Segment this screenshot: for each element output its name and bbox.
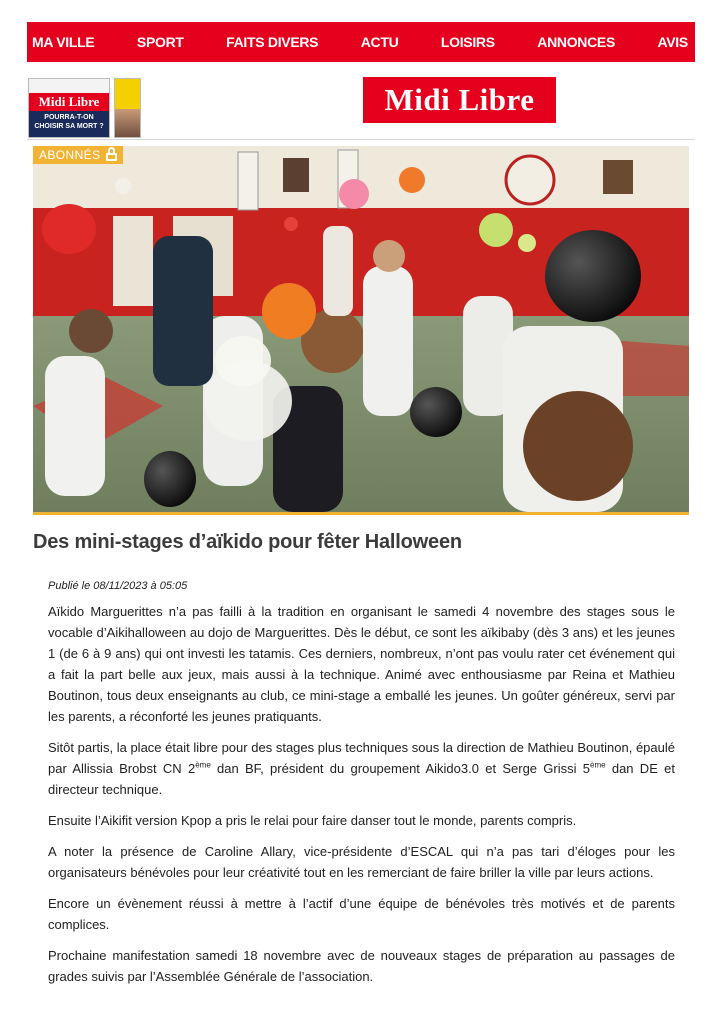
subscriber-badge-label: ABONNÉS <box>39 148 101 162</box>
nav-item-actu[interactable]: ACTU <box>360 34 399 50</box>
article-paragraph: Sitôt partis, la place était libre pour des stages plus techniques sous la direction de Mathieu Boutinon, épaulé par Allissia Brobst CN 2ème dan BF, président du groupement Aikido3.0 et Serge Grissi 5ème dan DE et directeur technique. <box>48 740 675 797</box>
nav-item-sport[interactable]: SPORT <box>136 34 184 50</box>
article-title: Des mini-stages d’aïkido pour fêter Halloween <box>33 531 462 553</box>
magazine-cover-thumbnail[interactable] <box>114 78 141 138</box>
lock-icon <box>106 152 117 162</box>
article-paragraph: A noter la présence de Caroline Allary, vice-présidente d’ESCAL qui n’a pas tari d’éloges pour les organisateurs bénévoles pour leur créativité tout en les remerciant de faire briller la ville par leurs actions. <box>48 844 675 880</box>
dojo-photo-illustration <box>33 146 689 512</box>
header-divider <box>27 139 695 140</box>
article-paragraph: Ensuite l’Aikifit version Kpop a pris le relai pour faire danser tout le monde, parents compris. <box>48 813 577 828</box>
article-body <box>48 601 675 997</box>
thumbnail-headline: POURRA-T-ON CHOISIR SA MORT ? <box>29 111 109 138</box>
nav-item-ma-ville[interactable]: MA VILLE <box>32 34 95 50</box>
article-photo <box>33 146 689 515</box>
site-header <box>27 76 695 142</box>
nav-item-avis[interactable]: AVIS <box>657 34 688 50</box>
article-paragraph: Encore un évènement réussi à mettre à l’actif d’une équipe de bénévoles très motivés et de parents complices. <box>48 896 675 932</box>
main-nav <box>27 22 695 62</box>
nav-item-annonces[interactable]: ANNONCES <box>537 34 615 50</box>
publish-date: Publié le 08/11/2023 à 05:05 <box>48 580 188 592</box>
nav-item-loisirs[interactable]: LOISIRS <box>440 34 495 50</box>
article-paragraph: Prochaine manifestation samedi 18 novembre avec de nouveaux stages de préparation au passages de grades suivis par l’Assemblée Générale de l’association. <box>48 948 675 984</box>
thumbnail-logo: Midi Libre <box>29 93 109 111</box>
article-paragraph: Aïkido Marguerittes n’a pas failli à la tradition en organisant le samedi 4 novembre des stages sous le vocable d’Aikihalloween au dojo de Marguerittes. Dès le début, ce sont les aïkibaby (dès 3 ans) et les jeunes 1 (de 6 à 9 ans) qui ont investi les tatamis. Ces derniers, nombreux, n’ont pas voulu rater cet événement qui a fait la part belle aux jeux, mais aussi à la technique. Animé avec enthousiasme par Reina et Mathieu Boutinon, tous deux enseignants au club, ce mini-stage a emballé les jeunes. Un goûter généreux, servi par les parents, a réconforté les jeunes pratiquants. <box>48 604 675 724</box>
newspaper-cover-thumbnail[interactable] <box>28 78 110 138</box>
site-logo[interactable]: Midi Libre <box>363 77 556 123</box>
nav-item-faits-divers[interactable]: FAITS DIVERS <box>226 34 319 50</box>
subscriber-badge[interactable] <box>33 146 123 164</box>
